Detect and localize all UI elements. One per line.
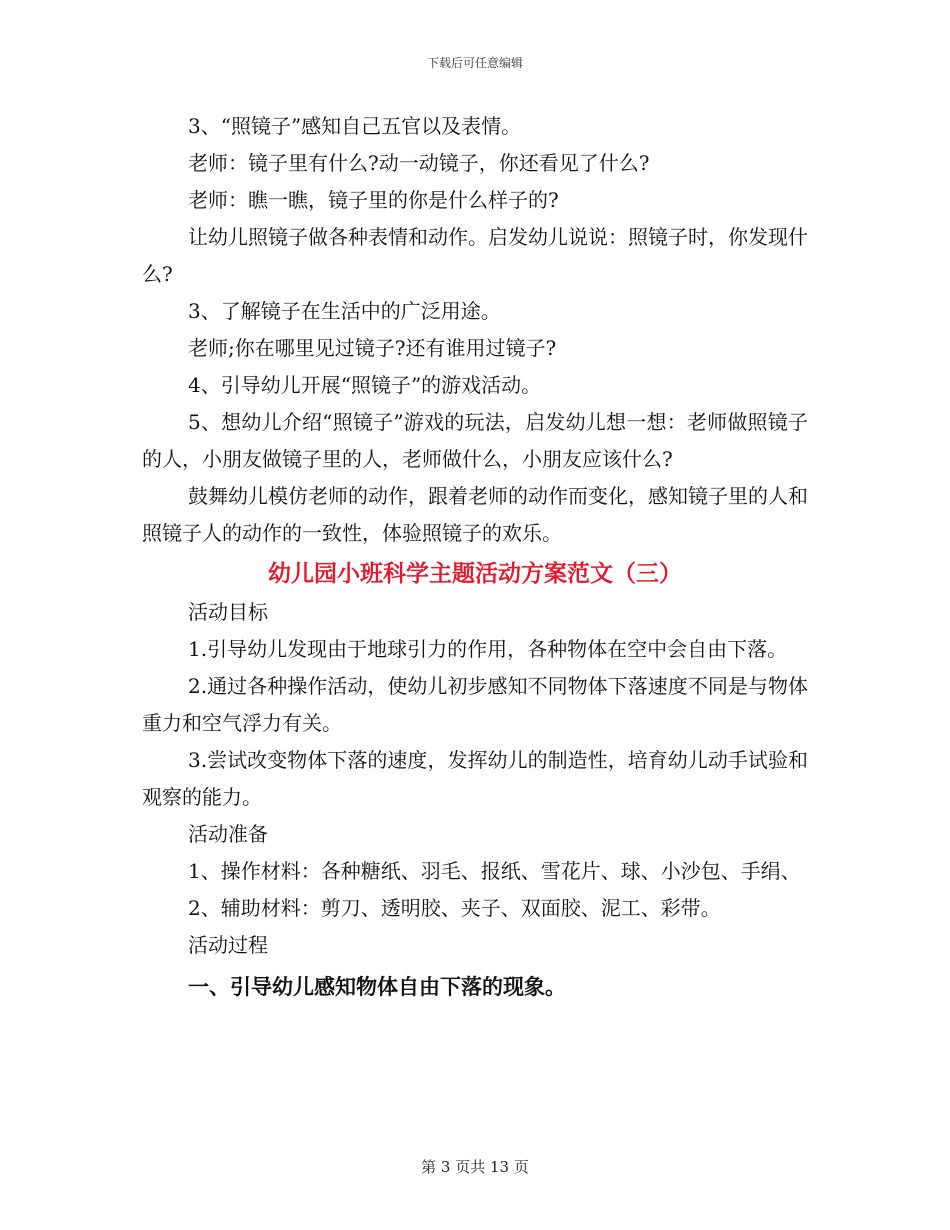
paragraph: 3、了解镜子在生活中的广泛用途。 bbox=[188, 299, 501, 323]
subheading-process: 活动过程 bbox=[188, 933, 268, 957]
paragraph: 3、“照镜子”感知自己五官以及表情。 bbox=[188, 114, 522, 138]
page-number: 第 3 页共 13 页 bbox=[421, 1158, 529, 1176]
paragraph: 2、辅助材料：剪刀、透明胶、夹子、双面胶、泥工、彩带。 bbox=[188, 896, 721, 920]
subheading-goals: 活动目标 bbox=[188, 600, 268, 624]
paragraph: 3.尝试改变物体下落的速度，发挥幼儿的制造性，培育幼儿动手试验和观察的能力。 bbox=[142, 748, 808, 809]
page-header-note: 下载后可任意编辑 bbox=[426, 56, 523, 70]
paragraph: 老师：瞧一瞧，镜子里的你是什么样子的? bbox=[188, 188, 559, 212]
document-body bbox=[142, 108, 808, 1005]
paragraph: 老师;你在哪里见过镜子?还有谁用过镜子? bbox=[188, 336, 557, 360]
paragraph: 4、引导幼儿开展“照镜子”的游戏活动。 bbox=[188, 373, 542, 397]
paragraph: 5、想幼儿介绍“照镜子”游戏的玩法，启发幼儿想一想：老师做照镜子的人，小朋友做镜子里的人，老师做什么，小朋友应该什么? bbox=[142, 410, 808, 471]
section-title: 幼儿园小班科学主题活动方案范文（三） bbox=[268, 560, 682, 587]
paragraph: 鼓舞幼儿模仿老师的动作，跟着老师的动作而变化，感知镜子里的人和照镜子人的动作的一致性，体验照镜子的欢乐。 bbox=[142, 484, 808, 545]
subheading-preparation: 活动准备 bbox=[188, 822, 268, 846]
paragraph: 1.引导幼儿发现由于地球引力的作用，各种物体在空中会自由下落。 bbox=[188, 637, 788, 661]
paragraph: 1、操作材料：各种糖纸、羽毛、报纸、雪花片、球、小沙包、手绢、 bbox=[188, 859, 801, 883]
bold-heading: 一、引导幼儿感知物体自由下落的现象。 bbox=[188, 974, 566, 999]
paragraph: 2.通过各种操作活动，使幼儿初步感知不同物体下落速度不同是与物体重力和空气浮力有关。 bbox=[142, 674, 808, 735]
paragraph: 老师：镜子里有什么?动一动镜子，你还看见了什么? bbox=[188, 151, 650, 175]
paragraph: 让幼儿照镜子做各种表情和动作。启发幼儿说说：照镜子时，你发现什么? bbox=[142, 225, 808, 286]
